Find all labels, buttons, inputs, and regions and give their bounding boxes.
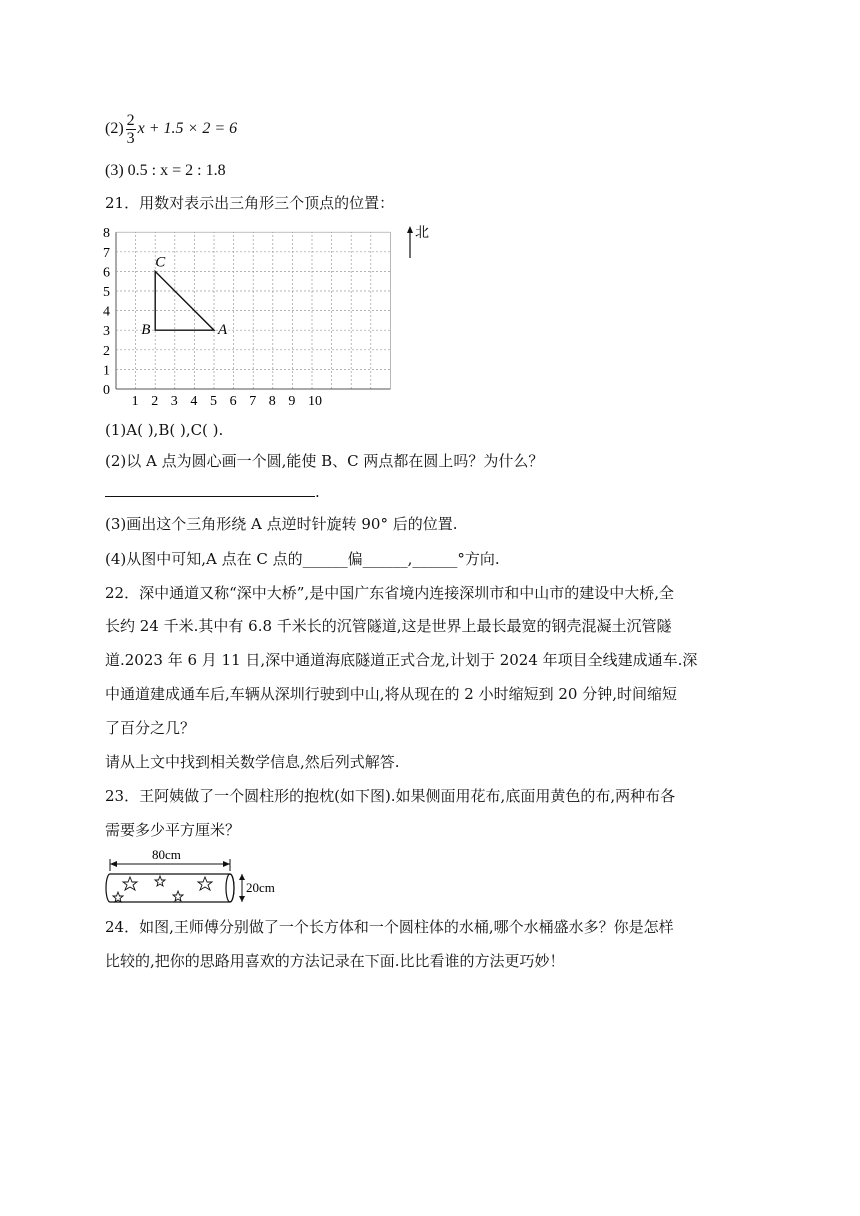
q21-sub4: (4)从图中可知,A 点在 C 点的______偏______,______°方向. — [105, 550, 500, 568]
coordinate-grid-figure — [100, 222, 460, 412]
y-tick-label: 7 — [103, 245, 110, 261]
q22-line-5: 了百分之几？ — [105, 719, 196, 737]
star-icon — [155, 876, 165, 886]
y-tick-label: 0 — [103, 383, 110, 398]
vertex-label-c: C — [155, 254, 166, 271]
vertex-label-a: A — [218, 322, 228, 339]
arrowhead-right-icon — [223, 861, 230, 867]
y-tick-label: 8 — [103, 226, 110, 242]
arrowhead-down-icon — [239, 896, 245, 902]
fraction-numerator: 2 — [126, 112, 135, 129]
answer-blank-end: . — [315, 483, 320, 501]
height-label: 20cm — [246, 880, 275, 895]
y-tick-labels — [103, 226, 110, 398]
equation-2-label: (2) — [105, 120, 124, 138]
triangle-abc — [155, 271, 214, 330]
q23-line-2: 需要多少平方厘米？ — [105, 821, 241, 839]
vertex-label-b: B — [141, 322, 151, 339]
x-tick-label: 6 — [229, 394, 237, 409]
star-pattern-icons — [113, 876, 212, 902]
x-tick-label: 9 — [288, 394, 296, 409]
x-tick-label: 1 — [131, 394, 139, 409]
x-tick-label: 8 — [268, 394, 276, 409]
fraction-denominator: 3 — [126, 130, 135, 147]
y-tick-label: 4 — [103, 304, 110, 320]
x-tick-label: 3 — [170, 394, 178, 409]
arrowhead-up-icon — [239, 874, 245, 880]
q21-sub2: (2)以 A 点为圆心画一个圆,能使 B、C 两点都在圆上吗？为什么？ — [105, 452, 544, 470]
q24-line-1: 24．如图,王师傅分别做了一个长方体和一个圆柱体的水桶,哪个水桶盛水多？你是怎样 — [105, 918, 674, 936]
equation-2 — [105, 112, 237, 147]
length-label: 80cm — [152, 847, 181, 862]
x-tick-label: 5 — [210, 394, 217, 409]
y-tick-label: 2 — [103, 343, 110, 359]
x-tick-label: 2 — [151, 394, 159, 409]
q24-line-2: 比较的,把你的思路用喜欢的方法记录在下面.比比看谁的方法更巧妙！ — [105, 952, 565, 970]
y-tick-label: 1 — [103, 363, 110, 379]
q21-sub3: (3)画出这个三角形绕 A 点逆时针旋转 90° 后的位置. — [105, 515, 458, 533]
x-tick-labels — [132, 394, 322, 409]
y-tick-label: 5 — [103, 285, 110, 300]
y-tick-label: 6 — [103, 265, 110, 281]
cylinder-pillow-figure — [100, 846, 320, 906]
x-tick-label: 10 — [308, 394, 322, 409]
star-icon — [113, 892, 123, 902]
star-icon — [173, 891, 183, 901]
arrowhead-left-icon — [110, 861, 117, 867]
q22-line-6: 请从上文中找到相关数学信息,然后列式解答. — [105, 753, 400, 771]
x-tick-label: 7 — [249, 394, 257, 409]
cylinder-end — [226, 874, 234, 902]
equation-3: (3) 0.5 : x = 2 : 1.8 — [105, 162, 226, 179]
star-icon — [123, 877, 137, 890]
q22-line-3: 道.2023 年 6 月 11 日,深中通道海底隧道正式合龙,计划于 2024 年项目全线建成通车.深 — [105, 651, 698, 669]
q21-title: 21．用数对表示出三角形三个顶点的位置： — [105, 194, 395, 212]
north-label: 北 — [415, 226, 429, 241]
answer-blank[interactable] — [105, 482, 315, 497]
fraction-two-thirds — [126, 112, 136, 147]
q22-line-2: 长约 24 千米.其中有 6.8 千米长的沉管隧道,这是世界上最长最宽的钢壳混凝土沉管隧 — [105, 617, 672, 635]
q21-sub1: (1)A( ),B( ),C( ). — [105, 421, 224, 439]
cylinder-body — [106, 874, 234, 902]
x-tick-label: 4 — [190, 394, 198, 409]
q22-line-4: 中通道建成通车后,车辆从深圳行驶到中山,将从现在的 2 小时缩短到 20 分钟,时间缩短 — [105, 685, 678, 703]
star-icon — [198, 877, 212, 890]
y-tick-label: 3 — [103, 324, 110, 340]
equation-2-rest: x + 1.5 × 2 = 6 — [137, 120, 238, 138]
vertex-labels — [141, 254, 228, 338]
north-arrowhead-icon — [407, 226, 413, 233]
q22-line-1: 22．深中通道又称“深中大桥”,是中国广东省境内连接深圳市和中山市的建设中大桥,全 — [105, 584, 674, 602]
q23-line-1: 23．王阿姨做了一个圆柱形的抱枕(如下图).如果侧面用花布,底面用黄色的布,两种布各 — [105, 787, 676, 805]
q21-sub2-answer-line — [105, 482, 320, 502]
